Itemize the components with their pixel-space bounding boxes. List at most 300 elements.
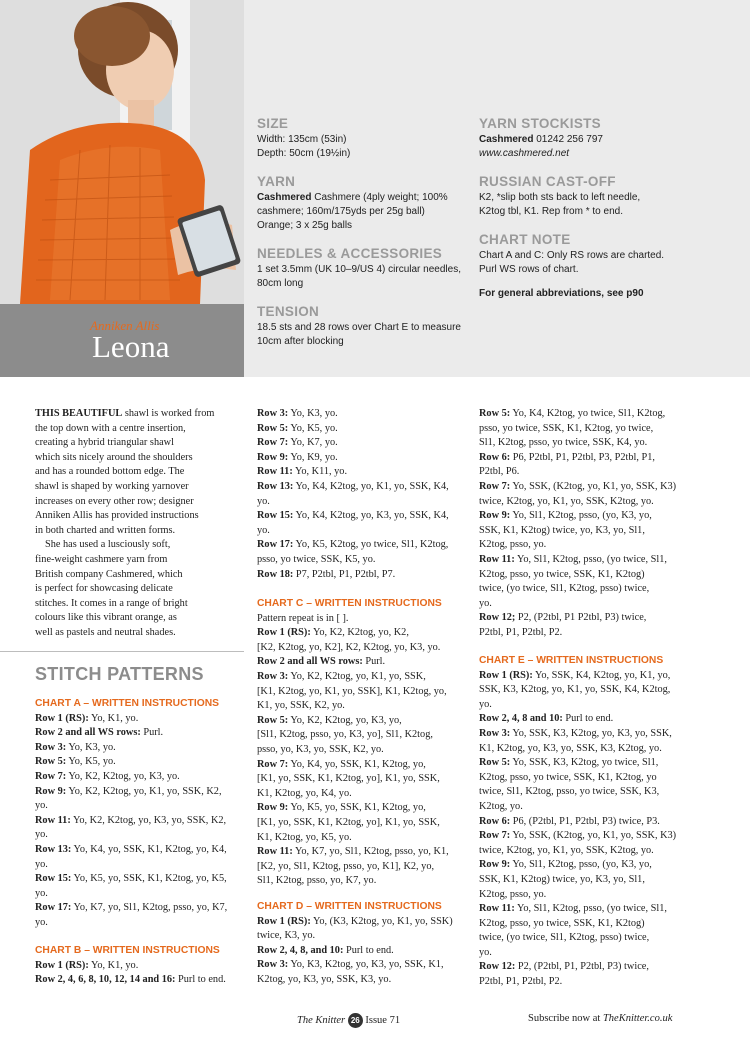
tension-heading: TENSION (257, 304, 320, 319)
row-text: Yo, K5, K2tog, yo twice, Sl1, K2tog, (293, 539, 449, 551)
instruction-row (479, 902, 709, 917)
row-text: twice, K2tog, yo, K1, yo, SSK, K2tog, yo. (479, 844, 654, 856)
row-text: SSK, K1, K2tog) twice, yo, K3, yo, Sl1, (479, 873, 645, 885)
row-label: Row 13: (35, 843, 72, 855)
instruction-row (479, 873, 709, 888)
row-text: K2tog, psso, yo twice, SSK, K1, K2tog, yo (479, 771, 657, 783)
instruction-row (479, 975, 709, 990)
chart-b-continued (257, 407, 472, 582)
instruction-row (479, 611, 709, 626)
chart-b-section (35, 944, 247, 988)
instruction-row (257, 407, 472, 422)
instruction-row (257, 538, 472, 553)
row-label: Row 7: (257, 758, 289, 770)
chart-c-section (257, 597, 472, 889)
instruction-row (479, 669, 709, 684)
row-text: Yo, K2, K2tog, yo, K3, yo. (66, 770, 180, 782)
row-label: Row 6: (479, 451, 511, 463)
chart-e-section (479, 654, 709, 990)
row-text: P2, (P2tbl, P1, P2tbl, P3) twice, (515, 961, 649, 973)
row-text: Yo, K1, yo. (88, 712, 139, 724)
row-text: Yo, K3, yo. (288, 408, 338, 419)
row-label: Row 7: (479, 480, 511, 492)
instruction-row (479, 727, 709, 742)
chart-d-rows-continued (479, 407, 709, 641)
instruction-row (479, 538, 709, 553)
issue-number: Issue 71 (365, 1015, 401, 1026)
row-text: Yo, SSK, K4, K2tog, yo, K1, yo, (532, 669, 671, 681)
chart-e-rows (479, 669, 709, 990)
intro-line (35, 407, 240, 422)
instruction-row (257, 758, 472, 773)
subscribe-link[interactable]: TheKnitter.co.uk (602, 1013, 673, 1024)
row-text: P6, P2tbl, P1, P2tbl, P3, P2tbl, P1, (510, 451, 655, 463)
needles-line: 1 set 3.5mm (UK 10–9/US 4) circular needles, (257, 264, 461, 275)
row-text: Yo, K2, K2tog, yo, K1, yo, SSK, (288, 670, 426, 682)
row-text: K2tog, psso, yo. (479, 539, 547, 551)
instruction-row (479, 858, 709, 873)
row-label: Row 2, 4, 6, 8, 10, 12, 14 and 16: (35, 974, 176, 986)
row-text: psso, yo, K3, yo, SSK, K2, yo. (257, 743, 384, 755)
row-text: Yo, K2, K2tog, yo, K2, (310, 627, 409, 639)
needles-line: 80cm long (257, 278, 304, 289)
instruction-row (257, 641, 472, 656)
chart-a-heading: CHART A – WRITTEN INSTRUCTIONS (35, 698, 220, 709)
chart-b-heading: CHART B – WRITTEN INSTRUCTIONS (35, 945, 220, 956)
row-text: K1, K2tog, yo, K4, yo. (257, 787, 352, 799)
stockists-line (479, 133, 709, 147)
row-label: Row 3: (257, 408, 289, 419)
instruction-row (257, 845, 472, 860)
row-text: P2tbl, P1, P2tbl, P2. (479, 626, 563, 638)
row-label: Row 7: (257, 437, 289, 449)
row-text: Purl to end. (343, 944, 394, 956)
chart-c-rows (257, 612, 472, 889)
instruction-row (479, 931, 709, 946)
row-text: SSK, K1, K2tog) twice, yo, K3, yo, Sl1, (479, 524, 645, 536)
instruction-row (479, 495, 709, 510)
chart-e-heading: CHART E – WRITTEN INSTRUCTIONS (479, 655, 664, 666)
row-text: twice, (yo twice, Sl1, K2tog, psso) twice, (479, 932, 650, 944)
row-label: Row 11: (35, 814, 71, 826)
instruction-row (35, 741, 247, 756)
instruction-row (479, 524, 709, 539)
row-text: Yo, K7, yo, Sl1, K2tog, psso, yo, K7, (71, 902, 228, 914)
intro-column (35, 407, 240, 641)
row-text: Yo, K3, K2tog, yo, K3, yo, SSK, K1, (288, 959, 444, 971)
row-text: Yo, K11, yo. (292, 466, 348, 478)
instruction-row (479, 553, 709, 568)
row-label: Row 12; (479, 612, 516, 624)
row-text: Yo, K4, K2tog, yo, K1, yo, SSK, K4, (293, 480, 449, 492)
instruction-row (257, 831, 472, 846)
row-text: Yo, K7, yo. (288, 437, 338, 449)
chart-a-rows (35, 712, 247, 931)
needles-heading: NEEDLES & ACCESSORIES (257, 246, 443, 261)
pattern-title: Leona (92, 329, 170, 364)
row-text: Yo, K5, yo, SSK, K1, K2tog, yo, K5, (71, 873, 227, 885)
yarn-line: cashmere; 160m/175yds per 25g ball) (257, 206, 425, 217)
intro-line: British company Cashmered, which (35, 568, 183, 580)
row-text: P2tbl, P1, P2tbl, P2. (479, 976, 563, 988)
row-text: Yo, Sl1, K2tog, psso, (yo, K3, yo, (510, 859, 652, 871)
row-text: yo. (35, 887, 48, 899)
row-text: Yo, Sl1, K2tog, psso, (yo twice, Sl1, (514, 553, 667, 565)
row-text: K2tog, psso, yo twice, SSK, K1, K2tog) (479, 568, 645, 580)
row-text: Yo, K2, K2tog, yo, K1, yo, SSK, K2, (66, 785, 222, 797)
intro-line: in both charted and written forms. (35, 524, 176, 536)
instruction-row (35, 726, 247, 741)
row-label: Row 5: (479, 408, 511, 419)
yarn-line (257, 191, 472, 205)
row-label: Row 7: (479, 830, 511, 842)
stitch-patterns-heading: STITCH PATTERNS (35, 664, 204, 684)
instruction-row (257, 436, 472, 451)
instruction-row (35, 843, 247, 858)
row-text: yo. (35, 829, 48, 841)
instruction-row (257, 728, 472, 743)
info-column-left (257, 117, 472, 349)
magazine-name: The Knitter (297, 1015, 346, 1026)
instruction-row (479, 917, 709, 932)
yarn-brand: Cashmered (257, 192, 312, 203)
row-text: twice, (yo twice, Sl1, K2tog, psso) twice, (479, 583, 650, 595)
row-text: twice, K3, yo. (257, 930, 316, 942)
instruction-row (257, 480, 472, 495)
instruction-row (479, 683, 709, 698)
instruction-row (479, 844, 709, 859)
size-line: Depth: 50cm (19½in) (257, 148, 351, 159)
row-text: yo. (479, 597, 492, 609)
instruction-row (35, 887, 247, 902)
row-text: [K1, yo, SSK, K1, K2tog, yo], K1, yo, SSK, (257, 773, 440, 785)
row-text: twice, Sl1, K2tog, psso, yo twice, SSK, K3, (479, 786, 660, 798)
row-text: Yo, K4, yo, SSK, K1, K2tog, yo, K4, (71, 843, 227, 855)
intro-line: stitches. It comes in a range of bright (35, 597, 188, 609)
instruction-row (479, 422, 709, 437)
intro-line: colours like this vibrant orange, as (35, 612, 177, 624)
photo-illustration (0, 0, 244, 304)
instruction-row (257, 743, 472, 758)
row-label: Row 9: (35, 785, 67, 797)
russian-line: K2tog tbl, K1. Rep from * to end. (479, 206, 623, 217)
size-heading: SIZE (257, 116, 289, 131)
instruction-row (479, 480, 709, 495)
row-text: [K1, yo, SSK, K1, K2tog, yo], K1, yo, SSK, (257, 816, 440, 828)
tension-line: 18.5 sts and 28 rows over Chart E to measure (257, 322, 461, 333)
yarn-text: Cashmere (4ply weight; 100% (311, 192, 448, 203)
row-text: Pattern repeat is in [ ]. (257, 612, 349, 624)
row-text: Yo, K4, K2tog, yo twice, Sl1, K2tog, (510, 408, 666, 419)
instruction-row (35, 858, 247, 873)
instruction-row (35, 973, 247, 988)
intro-line: which sits nicely around the shoulders (35, 451, 193, 463)
chart-note-line: Chart A and C: Only RS rows are charted. (479, 250, 665, 261)
instruction-row (257, 915, 472, 930)
row-label: Row 1 (RS): (257, 915, 311, 927)
instruction-row (479, 771, 709, 786)
instruction-row (479, 815, 709, 830)
row-text: Yo, K3, yo. (66, 741, 116, 753)
intro-line: increases on every other row; designer (35, 495, 194, 507)
row-text: yo. (35, 800, 48, 812)
russian-heading: RUSSIAN CAST-OFF (479, 174, 616, 189)
chart-a-section (35, 697, 247, 931)
instruction-row (479, 465, 709, 480)
row-text: K2tog, yo. (479, 800, 523, 812)
row-text: P2, (P2tbl, P1 P2tbl, P3) twice, (515, 612, 647, 624)
row-label: Row 18: (257, 568, 294, 580)
row-text: [K2, yo, Sl1, K2tog, psso, yo, K1], K2, yo, (257, 860, 435, 872)
row-text: Yo, Sl1, K2tog, psso, (yo twice, Sl1, (514, 903, 667, 915)
instruction-row (257, 929, 472, 944)
row-text: Yo, K9, yo. (288, 451, 338, 463)
row-label: Row 9: (257, 802, 289, 814)
row-text: Yo, (K3, K2tog, yo, K1, yo, SSK) (310, 915, 453, 927)
instruction-row (257, 465, 472, 480)
row-label: Row 3: (479, 727, 511, 739)
instruction-row (479, 509, 709, 524)
stockists-web[interactable]: www.cashmered.net (479, 148, 570, 159)
instruction-row (35, 959, 247, 974)
row-label: Row 15: (257, 510, 294, 522)
instruction-row (257, 626, 472, 641)
instruction-row (35, 814, 247, 829)
instruction-row (257, 685, 472, 700)
row-text: psso, yo twice, SSK, K5, yo. (257, 553, 376, 565)
instruction-row (479, 436, 709, 451)
instruction-row (257, 495, 472, 510)
row-label: Row 2, 4, 8, and 10: (257, 944, 344, 956)
abbreviations-note: For general abbreviations, see p90 (479, 288, 644, 299)
instruction-row (257, 699, 472, 714)
row-label: Row 3: (257, 670, 289, 682)
intro-line: well as pastels and neutral shades. (35, 626, 176, 638)
instruction-row (257, 422, 472, 437)
row-label: Row 15: (35, 873, 72, 885)
row-text: yo. (479, 946, 492, 958)
row-text: Yo, SSK, (K2tog, yo, K1, yo, SSK, K3) (510, 830, 677, 842)
row-text: K2tog, yo, K3, yo, SSK, K3, yo. (257, 973, 392, 985)
instruction-row (479, 960, 709, 975)
instruction-row (479, 582, 709, 597)
row-text: Yo, K5, yo, SSK, K1, K2tog, yo, (288, 802, 426, 814)
row-text: Yo, K2, K2tog, yo, K3, yo, (288, 714, 402, 726)
row-text: Yo, K5, yo. (66, 756, 116, 768)
row-label: Row 3: (257, 959, 289, 971)
info-column-right (479, 117, 709, 301)
instruction-row (479, 568, 709, 583)
instruction-row (479, 712, 709, 727)
instruction-row (479, 756, 709, 771)
shawl-photo (0, 0, 244, 304)
instruction-row (257, 944, 472, 959)
row-text: yo. (257, 495, 270, 507)
intro-lead: THIS BEAUTIFUL (35, 408, 123, 419)
row-text: SSK, K3, K2tog, yo, K1, yo, SSK, K4, K2tog, (479, 684, 671, 696)
instruction-row (479, 800, 709, 815)
row-label: Row 5: (479, 757, 511, 769)
section-divider (0, 651, 244, 652)
row-label: Row 1 (RS): (257, 627, 311, 639)
instruction-row (257, 553, 472, 568)
row-text: Purl to end. (562, 713, 614, 725)
row-text: Sl1, K2tog, psso, yo, K7, yo. (257, 875, 377, 887)
instruction-row (35, 901, 247, 916)
stockists-phone: 01242 256 797 (533, 134, 603, 145)
intro-line: the top down with a centre insertion, (35, 422, 186, 434)
row-text: yo. (35, 916, 48, 928)
row-text: [K2, K2tog, yo, K2], K2, K2tog, yo, K3, yo. (257, 641, 441, 653)
row-label: Row 11: (257, 846, 293, 858)
instruction-row (479, 785, 709, 800)
row-label: Row 9: (257, 451, 289, 463)
instruction-row (257, 787, 472, 802)
instruction-row (479, 451, 709, 466)
page-number: 26 (348, 1013, 363, 1028)
yarn-line: Orange; 3 x 25g balls (257, 220, 353, 231)
row-label: Row 2 and all WS rows: (35, 727, 141, 739)
row-text: Yo, K2, K2tog, yo, K3, yo, SSK, K2, (70, 814, 227, 826)
row-label: Row 1 (RS): (35, 712, 89, 724)
row-text: P7, P2tbl, P1, P2tbl, P7. (293, 568, 396, 580)
row-text: K1, K2tog, yo, K5, yo. (257, 831, 352, 843)
instruction-row (257, 860, 472, 875)
chart-d-rows (257, 915, 472, 988)
row-label: Row 2, 4, 8 and 10: (479, 713, 563, 725)
row-text: yo. (257, 524, 270, 536)
row-text: Purl. (140, 727, 164, 739)
instruction-row (257, 772, 472, 787)
row-text: Yo, Sl1, K2tog, psso, (yo, K3, yo, (510, 510, 652, 522)
chart-b-rows-continued (257, 407, 472, 582)
row-label: Row 3: (35, 741, 67, 753)
instruction-row (257, 973, 472, 988)
instruction-row (257, 451, 472, 466)
intro-line: She has used a lusciously soft, (45, 539, 171, 551)
stockists-brand: Cashmered (479, 134, 534, 145)
intro-line: and has a rounded bottom edge. The (35, 466, 185, 478)
instruction-row (479, 742, 709, 757)
row-text: Yo, SSK, K3, K2tog, yo, K3, yo, SSK, (510, 727, 672, 739)
row-text: Yo, SSK, K3, K2tog, yo twice, Sl1, (510, 757, 659, 769)
row-text: [K1, K2tog, yo, K1, yo, SSK], K1, K2tog, yo, (257, 685, 447, 697)
row-text: P6, (P2tbl, P1, P2tbl, P3) twice, P3. (510, 815, 660, 827)
row-label: Row 5: (257, 714, 289, 726)
instruction-row (257, 670, 472, 685)
row-label: Row 17: (35, 902, 72, 914)
instruction-row (257, 509, 472, 524)
row-label: Row 1 (RS): (35, 959, 89, 971)
row-label: Row 11: (479, 553, 515, 565)
instruction-row (257, 568, 472, 583)
yarn-heading: YARN (257, 174, 296, 189)
stockists-heading: YARN STOCKISTS (479, 116, 601, 131)
instruction-row (257, 714, 472, 729)
instruction-row (479, 597, 709, 612)
tension-line: 10cm after blocking (257, 336, 344, 347)
row-text: [Sl1, K2tog, psso, yo, K3, yo], Sl1, K2tog, (257, 729, 433, 741)
row-label: Row 2 and all WS rows: (257, 656, 363, 668)
intro-line: shawl is shaped by working yarnover (35, 480, 189, 492)
instruction-row (257, 612, 472, 627)
instruction-row (257, 655, 472, 670)
row-label: Row 12: (479, 961, 516, 973)
chart-note-line: Purl WS rows of chart. (479, 264, 579, 275)
chart-note-heading: CHART NOTE (479, 232, 571, 247)
row-text: Yo, K4, yo, SSK, K1, K2tog, yo, (288, 758, 426, 770)
instruction-row (35, 785, 247, 800)
instruction-row (479, 888, 709, 903)
row-text: K1, yo, SSK, K2, yo. (257, 700, 345, 712)
instruction-row (479, 829, 709, 844)
designer-name: Anniken Allis (90, 318, 160, 333)
row-label: Row 9: (479, 859, 511, 871)
row-text: yo. (479, 698, 492, 710)
instruction-row (35, 828, 247, 843)
instruction-row (479, 407, 709, 422)
row-text: twice, K2tog, yo, K1, yo, SSK, K2tog, yo. (479, 495, 654, 507)
size-line: Width: 135cm (53in) (257, 134, 347, 145)
row-text: K2tog, psso, yo. (479, 888, 547, 900)
intro-line: is perfect for showcasing delicate (35, 583, 173, 595)
intro-line: creating a hybrid triangular shawl (35, 437, 174, 449)
footer-right (528, 1013, 672, 1024)
row-text: Purl. (362, 656, 386, 668)
chart-d-continued (479, 407, 709, 641)
chart-d-section (257, 900, 472, 988)
row-label: Row 5: (35, 756, 67, 768)
instruction-row (257, 816, 472, 831)
instruction-row (35, 799, 247, 814)
chart-d-heading: CHART D – WRITTEN INSTRUCTIONS (257, 901, 442, 912)
instruction-row (257, 874, 472, 889)
instruction-row (479, 698, 709, 713)
row-label: Row 17: (257, 539, 294, 551)
row-text: Yo, K7, yo, Sl1, K2tog, psso, yo, K1, (292, 846, 449, 858)
row-text: yo. (35, 858, 48, 870)
row-label: Row 13: (257, 480, 294, 492)
row-label: Row 7: (35, 770, 67, 782)
intro-line: fine-weight cashmere yarn from (35, 553, 168, 565)
instruction-row (35, 916, 247, 931)
instruction-row (35, 770, 247, 785)
row-label: Row 6: (479, 815, 511, 827)
row-label: Row 1 (RS): (479, 669, 533, 681)
intro-text: shawl is worked from (122, 408, 215, 419)
row-text: Yo, K4, K2tog, yo, K3, yo, SSK, K4, (293, 510, 449, 522)
instruction-row (479, 946, 709, 961)
row-text: Yo, SSK, (K2tog, yo, K1, yo, SSK, K3) (510, 480, 677, 492)
row-label: Row 11: (257, 466, 293, 478)
chart-b-rows (35, 959, 247, 988)
instruction-row (257, 801, 472, 816)
instruction-row (257, 524, 472, 539)
row-text: K1, K2tog, yo, K3, yo, SSK, K3, K2tog, yo. (479, 742, 662, 754)
instruction-row (257, 958, 472, 973)
instruction-row (35, 712, 247, 727)
intro-line: Anniken Allis has provided instructions (35, 510, 199, 522)
row-text: Yo, K5, yo. (288, 422, 338, 434)
row-text: psso, yo twice, SSK, K1, K2tog, yo twice, (479, 422, 654, 434)
row-label: Row 11: (479, 903, 515, 915)
row-text: Yo, K1, yo. (88, 959, 139, 971)
instruction-row (35, 755, 247, 770)
russian-line: K2, *slip both sts back to left needle, (479, 192, 641, 203)
row-text: K2tog, psso, yo twice, SSK, K1, K2tog) (479, 917, 645, 929)
row-label: Row 9: (479, 510, 511, 522)
footer-left (297, 1013, 400, 1028)
